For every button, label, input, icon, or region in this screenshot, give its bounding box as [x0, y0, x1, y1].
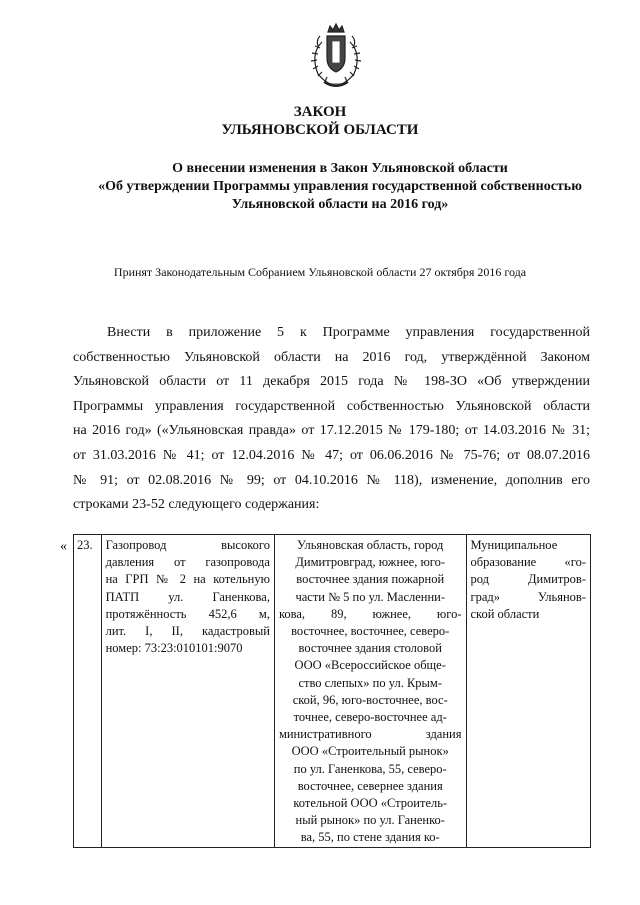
cell-line: Газопровод высокого: [105, 538, 270, 552]
cell-line: Димитровград, южнее, юго-: [295, 555, 446, 570]
subject-line-1: О внесении изменения в Закон Ульяновской области: [172, 161, 508, 176]
region-title: УЛЬЯНОВСКОЙ ОБЛАСТИ: [221, 122, 419, 138]
cell-line: протяжённость 452,6 м,: [105, 606, 270, 621]
owner-cell: [466, 535, 591, 848]
cell-line: ство слепых» по ул. Крым-: [298, 675, 442, 690]
cell-line: ООО «Строительный рынок»: [291, 744, 449, 759]
subject-line-2: «Об утверждении Программы управления государственной собственностью: [98, 179, 582, 194]
cell-line: ской, 96, юго-восточнее, вос-: [292, 692, 448, 707]
body-line: № 91; от 02.08.2016 № 99; от 04.10.2016 № 118), изменение, дополнив его: [73, 472, 590, 488]
body-line: строками 23-52 следующего содержания:: [73, 497, 320, 513]
cell-line: Муниципальное: [470, 538, 558, 552]
body-line: на 2016 год» («Ульяновская правда» от 17.12.2015 № 179-180; от 14.03.2016 № 31;: [73, 423, 590, 439]
body-line: от 31.03.2016 № 41; от 12.04.2016 № 47; от 06.06.2016 № 75-76; от 08.07.2016: [73, 447, 590, 463]
body-line: Ульяновской области от 11 декабря 2015 года № 198-ЗО «Об утверждении: [73, 374, 590, 390]
cell-line: кова, 89, южнее, юго-: [278, 606, 462, 621]
cell-line: восточнее, восточнее, северо-: [291, 624, 450, 639]
cell-line: ва, 55, по стене здания ко-: [300, 830, 440, 845]
cell-line: ный рынок» по ул. Ганенко-: [295, 813, 445, 828]
table-row: [74, 535, 591, 848]
cell-line: восточнее здания столовой: [298, 641, 442, 656]
object-name-cell: [101, 535, 274, 848]
cell-line: точнее, северо-восточнее ад-: [293, 710, 447, 725]
cell-line: лит. I, II, кадастровый: [105, 624, 270, 639]
adoption-note: Принят Законодательным Собранием Ульяновской области 27 октября 2016 года: [113, 265, 527, 279]
cell-line: части № 5 по ул. Масленни-: [295, 589, 446, 604]
cell-line: котельной ООО «Строитель-: [293, 796, 448, 811]
address-cell: [274, 535, 466, 848]
cell-line: восточнее здания пожарной: [296, 572, 445, 587]
property-table: [73, 534, 591, 848]
body-line: Внести в приложение 5 к Программе управления государственной: [107, 325, 590, 340]
cell-line: ООО «Всероссийское обще-: [294, 658, 446, 673]
cell-line: министративного здания: [278, 727, 462, 742]
cell-line: род Димитров-: [470, 572, 586, 587]
law-title: ЗАКОН: [293, 104, 347, 120]
cell-line: ской области: [470, 606, 540, 621]
opening-quote: «: [60, 539, 67, 554]
cell-line: град» Ульянов-: [470, 589, 586, 604]
cell-line: восточнее, севернее здания: [297, 778, 443, 793]
coat-of-arms-icon: [300, 22, 372, 94]
row-number: 23.: [74, 535, 102, 848]
cell-line: на ГРП № 2 на котельную: [105, 572, 270, 587]
body-paragraph: [73, 321, 590, 518]
cell-line: по ул. Ганенкова, 55, северо-: [293, 761, 447, 776]
body-line: Программы управления государственной собственностью Ульяновской области: [73, 398, 590, 414]
cell-line: давления от газопровода: [105, 555, 270, 570]
cell-line: образование «го-: [470, 555, 586, 570]
body-line: собственностью Ульяновской области на 2016 год, утверждённой Законом: [73, 349, 590, 365]
cell-line: ПАТП ул. Ганенкова,: [105, 589, 270, 604]
subject-line-3: Ульяновской области на 2016 год»: [231, 197, 449, 212]
cell-line: Ульяновская область, город: [297, 538, 444, 552]
cell-line: номер: 73:23:010101:9070: [105, 641, 243, 656]
